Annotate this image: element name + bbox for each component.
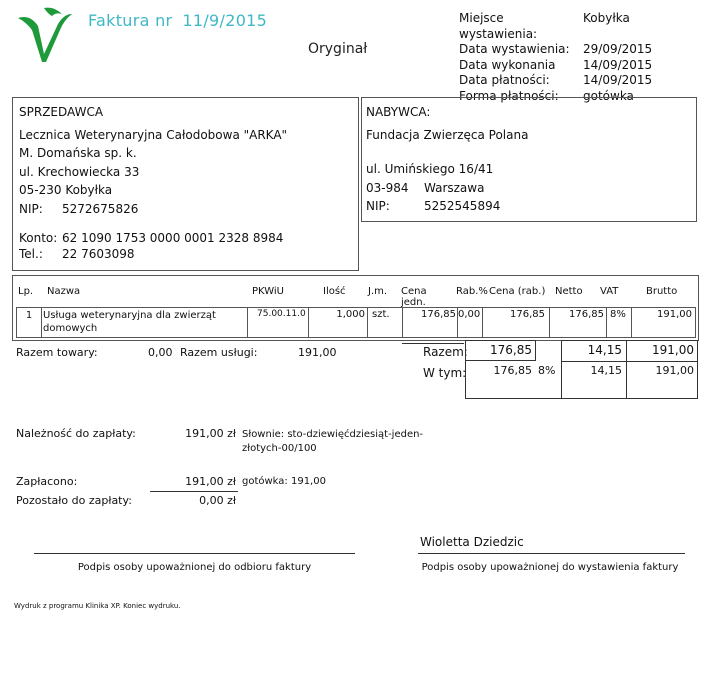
col-qty: Ilość (323, 286, 346, 297)
invoice-meta (459, 11, 652, 104)
totals-uslugi: 191,00 (298, 346, 337, 359)
wtym-net: 176,85 (493, 364, 532, 377)
seller-konto: 62 1090 1753 0000 0001 2328 8984 (62, 231, 284, 245)
cell-divider (606, 308, 607, 337)
paid-label: Zapłacono: (16, 475, 78, 488)
words-line2: złotych-00/100 (242, 443, 317, 454)
left-amount: 0,00 zł (199, 494, 236, 507)
row-name (43, 309, 243, 335)
paid-amount: 191,00 zł (185, 475, 236, 488)
seller-heading: SPRZEDAWCA (19, 105, 104, 119)
razem-underline (402, 343, 464, 344)
meta-value: 29/09/2015 (583, 42, 653, 56)
razem-net: 176,85 (490, 343, 532, 357)
col-price-disc: Cena (rab.) (489, 286, 546, 297)
totals-towary: 0,00 (148, 346, 173, 359)
col-unit: J.m. (368, 286, 388, 297)
row-qty: 1,000 (336, 309, 365, 320)
paid-note: gotówka: 191,00 (242, 476, 326, 487)
meta-key: Data wystawienia: (459, 42, 570, 56)
buyer-nip: 5252545894 (424, 199, 501, 213)
row-unit: szt. (372, 309, 390, 320)
clinic-logo-icon (14, 4, 76, 66)
row-vat: 8% (610, 309, 626, 320)
wtym-label: W tym: (423, 366, 467, 380)
col-price: Cena jedn. (401, 286, 427, 308)
due-label: Należność do zapłaty: (16, 427, 136, 440)
seller-nip: 5272675826 (62, 201, 139, 216)
words-label: Słownie: (242, 429, 285, 440)
wtym-rate: 8% (538, 364, 556, 377)
seller-street: ul. Krechowiecka 33 (19, 164, 140, 179)
wtym-gross: 191,00 (655, 364, 694, 377)
col-lp: Lp. (18, 286, 34, 297)
seller-name2: M. Domańska sp. k. (19, 146, 137, 160)
row-lp: 1 (17, 308, 42, 338)
buyer-street: ul. Umińskiego 16/41 (366, 162, 494, 176)
row-net: 176,85 (569, 309, 604, 320)
cell-divider (247, 308, 248, 337)
cell-divider (367, 308, 368, 337)
meta-value: 14/09/2015 (583, 57, 653, 72)
issuer-name: Wioletta Dziedzic (420, 535, 524, 549)
due-amount: 191,00 zł (185, 427, 236, 440)
buyer-nip-label: NIP: (366, 199, 390, 213)
paid-underline (150, 491, 238, 492)
col-gross: Brutto (646, 286, 678, 297)
meta-key: Forma płatności: (459, 88, 559, 103)
invoice-number: 11/9/2015 (182, 11, 268, 30)
recv-signature-line (34, 553, 355, 554)
meta-value: Kobyłka (583, 11, 630, 25)
seller-tel: 22 7603098 (62, 247, 135, 261)
col-name: Nazwa (47, 286, 81, 297)
col-vat: VAT (600, 286, 619, 297)
buyer-name: Fundacja Zwierzęca Polana (366, 127, 529, 142)
meta-key: Miejsce wystawienia: (459, 11, 538, 41)
footer-note: Wydruk z programu Klinika XP. Koniec wydruku. (14, 602, 181, 610)
buyer-city: Warszawa (424, 180, 485, 195)
razem-vat: 14,15 (587, 343, 622, 357)
invoice-title-label: Faktura nr (88, 11, 173, 30)
seller-tel-label: Tel.: (19, 247, 43, 261)
buyer-box (361, 97, 697, 222)
seller-city: 05-230 Kobyłka (19, 183, 113, 197)
recv-signature-caption: Podpis osoby upoważnionej do odbioru faktury (77, 562, 312, 573)
original-label: Oryginał (308, 41, 368, 57)
meta-key: Data płatności: (459, 73, 550, 87)
meta-value: gotówka (583, 88, 634, 103)
issue-signature-caption: Podpis osoby upoważnionej do wystawienia faktury (421, 562, 679, 573)
col-net: Netto (555, 286, 583, 297)
amount-in-words (242, 428, 423, 456)
row-name-line1: Usługa weterynaryjna dla zwierząt (43, 310, 216, 321)
buyer-postal: 03-984 (366, 180, 409, 195)
row-name-line2: domowych (43, 323, 98, 334)
row-price: 176,85 (421, 309, 456, 320)
invoice-title (88, 11, 267, 30)
col-pkwiu: PKWiU (252, 286, 284, 297)
totals-uslugi-label: Razem usługi: (180, 346, 258, 359)
buyer-heading: NABYWCA: (366, 105, 431, 119)
row-disc: 0,00 (458, 309, 481, 320)
meta-key: Data wykonania (459, 57, 556, 72)
totals-towary-label: Razem towary: (16, 346, 98, 359)
issue-signature-line (418, 553, 685, 554)
razem-gross: 191,00 (652, 343, 694, 357)
seller-konto-label: Konto: (19, 231, 58, 245)
seller-box (12, 97, 359, 271)
row-pkwiu: 75.00.11.0 (257, 309, 306, 319)
meta-value: 14/09/2015 (583, 73, 653, 87)
razem-label: Razem: (423, 345, 468, 359)
col-disc: Rab.% (456, 286, 488, 297)
row-price-disc: 176,85 (510, 309, 545, 320)
totals-grid (465, 340, 698, 399)
seller-name1: Lecznica Weterynaryjna Całodobowa "ARKA" (19, 127, 288, 142)
table-row (16, 307, 696, 338)
seller-nip-label: NIP: (19, 201, 43, 216)
left-label: Pozostało do zapłaty: (16, 494, 132, 507)
words-line1: sto-dziewięćdziesiąt-jeden- (287, 429, 424, 440)
wtym-vat: 14,15 (590, 364, 622, 377)
row-gross: 191,00 (657, 309, 692, 320)
